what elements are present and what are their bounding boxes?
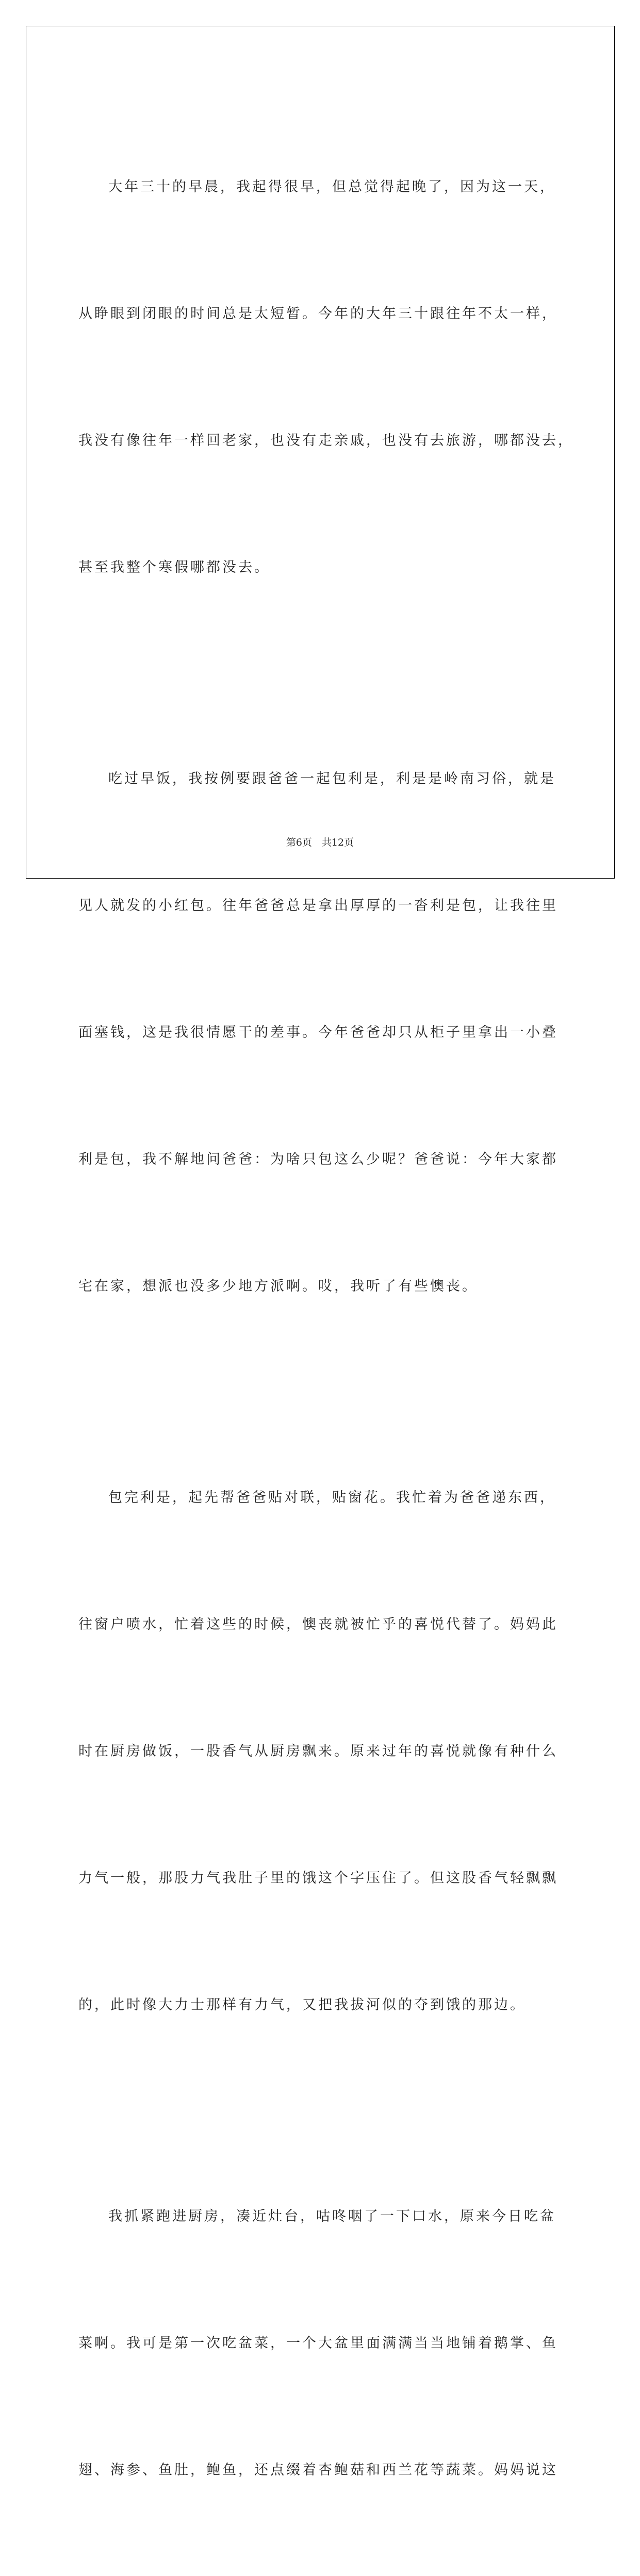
paragraph-1 [78, 81, 574, 673]
text-line: 往窗户喷水，忙着这些的时候，懊丧就被忙乎的喜悦代替了。妈妈此 [78, 1616, 558, 1632]
text-line: 宅在家，想派也没多少地方派啊。哎，我听了有些懊丧。 [78, 1278, 478, 1294]
text-line: 包完利是，起先帮爸爸贴对联，贴窗花。我忙着为爸爸递东西， [108, 1490, 556, 1506]
page-number-footer: 第6页 共12页 [286, 837, 354, 848]
text-line: 力气一般，那股力气我肚子里的饿这个字压住了。但这股香气轻飘飘 [78, 1870, 558, 1886]
document-body [78, 81, 574, 2576]
text-line: 从睁眼到闭眼的时间总是太短暂。今年的大年三十跟往年不太一样， [78, 306, 558, 322]
text-line: 我抓紧跑进厨房，凑近灶台，咕咚咽了一下口水，原来今日吃盆 [108, 2208, 556, 2224]
text-line: 利是包，我不解地问爸爸：为啥只包这么少呢？爸爸说：今年大家都 [78, 1151, 558, 1167]
text-line: 甚至我整个寒假哪都没去。 [78, 559, 270, 575]
paragraph-2 [78, 673, 563, 1392]
text-line: 面塞钱，这是我很情愿干的差事。今年爸爸却只从柜子里拿出一小叠 [78, 1025, 558, 1041]
text-line: 时在厨房做饭，一股香气从厨房飘来。原来过年的喜悦就像有种什么 [78, 1743, 558, 1759]
text-line: 大年三十的早晨，我起得很早，但总觉得起晚了，因为这一天， [108, 179, 556, 195]
text-line: 的，此时像大力士那样有力气，又把我拔河似的夺到饿的那边。 [78, 1997, 526, 2013]
text-line: 我没有像往年一样回老家，也没有走亲戚，也没有去旅游，哪都没去， [78, 433, 574, 449]
text-line: 见人就发的小红包。往年爸爸总是拿出厚厚的一沓利是包，让我往里 [78, 898, 558, 914]
text-line: 菜啊。我可是第一次吃盆菜，一个大盆里面满满当当地铺着鹅掌、鱼 [78, 2335, 558, 2351]
text-line: 吃过早饭，我按例要跟爸爸一起包利是，利是是岭南习俗，就是 [108, 771, 556, 787]
paragraph-3 [78, 1392, 563, 2111]
text-line: 翅、海参、鱼肚，鲍鱼，还点缀着杏鲍菇和西兰花等蔬菜。妈妈说这 [78, 2462, 558, 2478]
paragraph-4 [78, 2111, 563, 2576]
